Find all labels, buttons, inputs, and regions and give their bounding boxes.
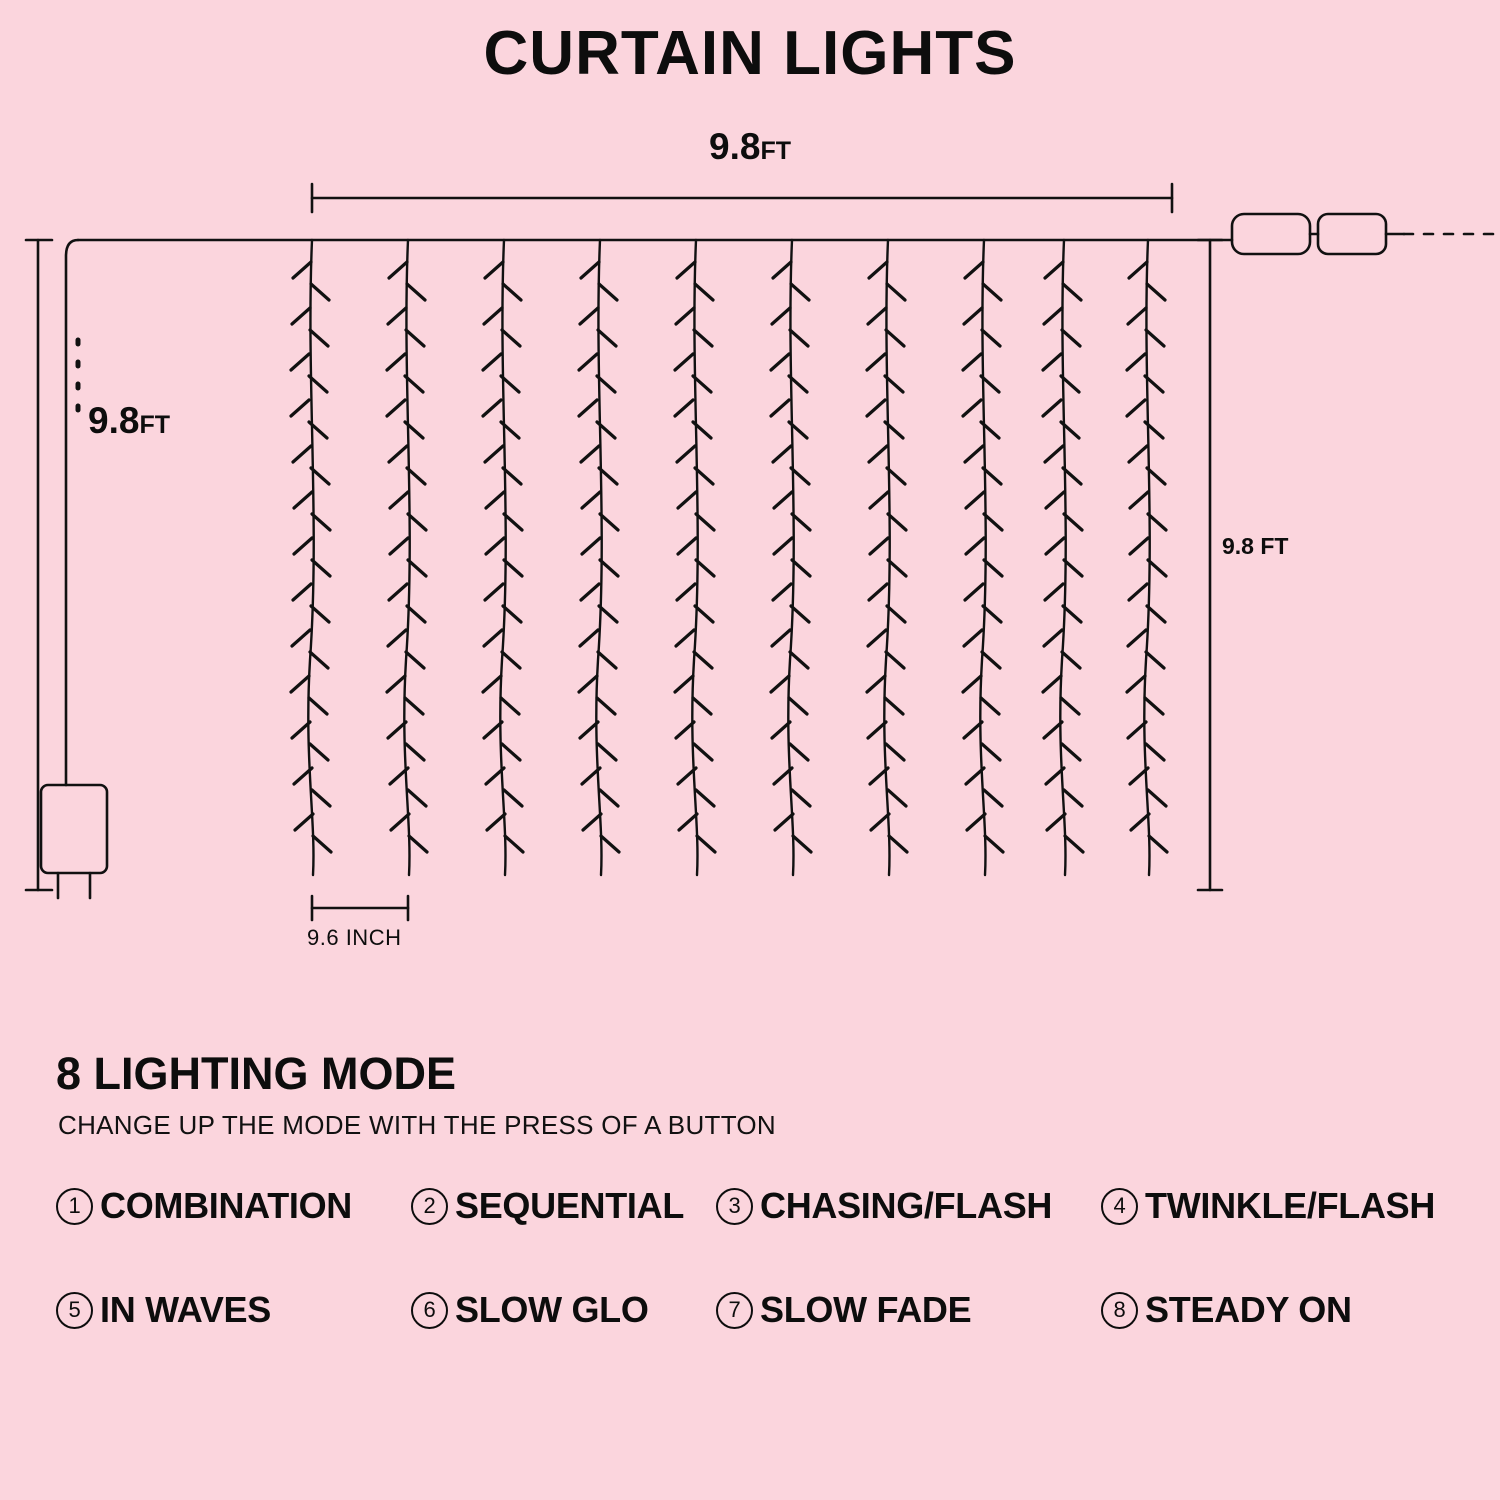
mode-item (411, 1185, 716, 1227)
mode-number: 6 (411, 1292, 448, 1329)
mode-item (716, 1289, 1101, 1331)
left-height-label (88, 400, 170, 442)
mode-item (56, 1289, 411, 1331)
mode-label: IN WAVES (100, 1289, 271, 1330)
mode-number: 4 (1101, 1188, 1138, 1225)
right-height-dimension-line (1198, 240, 1222, 890)
mode-number: 5 (56, 1292, 93, 1329)
strand (771, 240, 811, 875)
strand (387, 240, 427, 875)
width-dimension-line (312, 184, 1172, 212)
usb-connectors (1232, 214, 1404, 254)
strand (483, 240, 523, 875)
width-value: 9.8 (709, 126, 761, 167)
modes-subtitle: CHANGE UP THE MODE WITH THE PRESS OF A BUTTON (58, 1110, 777, 1140)
mode-item (56, 1185, 411, 1227)
strand (1127, 240, 1167, 875)
strand (1043, 240, 1083, 875)
left-height-value: 9.8 (88, 400, 140, 441)
mode-number: 1 (56, 1188, 93, 1225)
mode-label: TWINKLE/FLASH (1145, 1185, 1436, 1226)
left-height-dimension-line (26, 240, 52, 890)
mode-item (1101, 1289, 1451, 1331)
right-height-label: 9.8 FT (1222, 533, 1289, 559)
mode-label: SLOW FADE (760, 1289, 972, 1330)
spacing-dimension-line (312, 896, 408, 920)
mode-number: 7 (716, 1292, 753, 1329)
mode-label: SEQUENTIAL (455, 1185, 685, 1226)
strand (579, 240, 619, 875)
spacing-label: 9.6 INCH (307, 925, 402, 950)
width-unit: FT (760, 137, 791, 165)
mode-item (716, 1185, 1101, 1227)
power-adapter (41, 785, 107, 898)
light-strands (291, 240, 1167, 875)
mode-label: COMBINATION (100, 1185, 353, 1226)
mode-item (1101, 1185, 1451, 1227)
modes-grid (56, 1185, 1456, 1331)
modes-title: 8 LIGHTING MODE (56, 1048, 457, 1099)
mode-item (411, 1289, 716, 1331)
strand (963, 240, 1003, 875)
page-title: CURTAIN LIGHTS (483, 19, 1017, 88)
mode-label: CHASING/FLASH (760, 1185, 1053, 1226)
strand (291, 240, 331, 875)
mode-label: SLOW GLO (455, 1289, 649, 1330)
mode-number: 8 (1101, 1292, 1138, 1329)
mode-label: STEADY ON (1145, 1289, 1352, 1330)
mode-number: 3 (716, 1188, 753, 1225)
strand (675, 240, 715, 875)
lighting-modes-section (56, 1048, 1456, 1331)
left-height-unit: FT (139, 411, 170, 439)
power-cord (66, 240, 78, 785)
mode-number: 2 (411, 1188, 448, 1225)
strand (867, 240, 907, 875)
